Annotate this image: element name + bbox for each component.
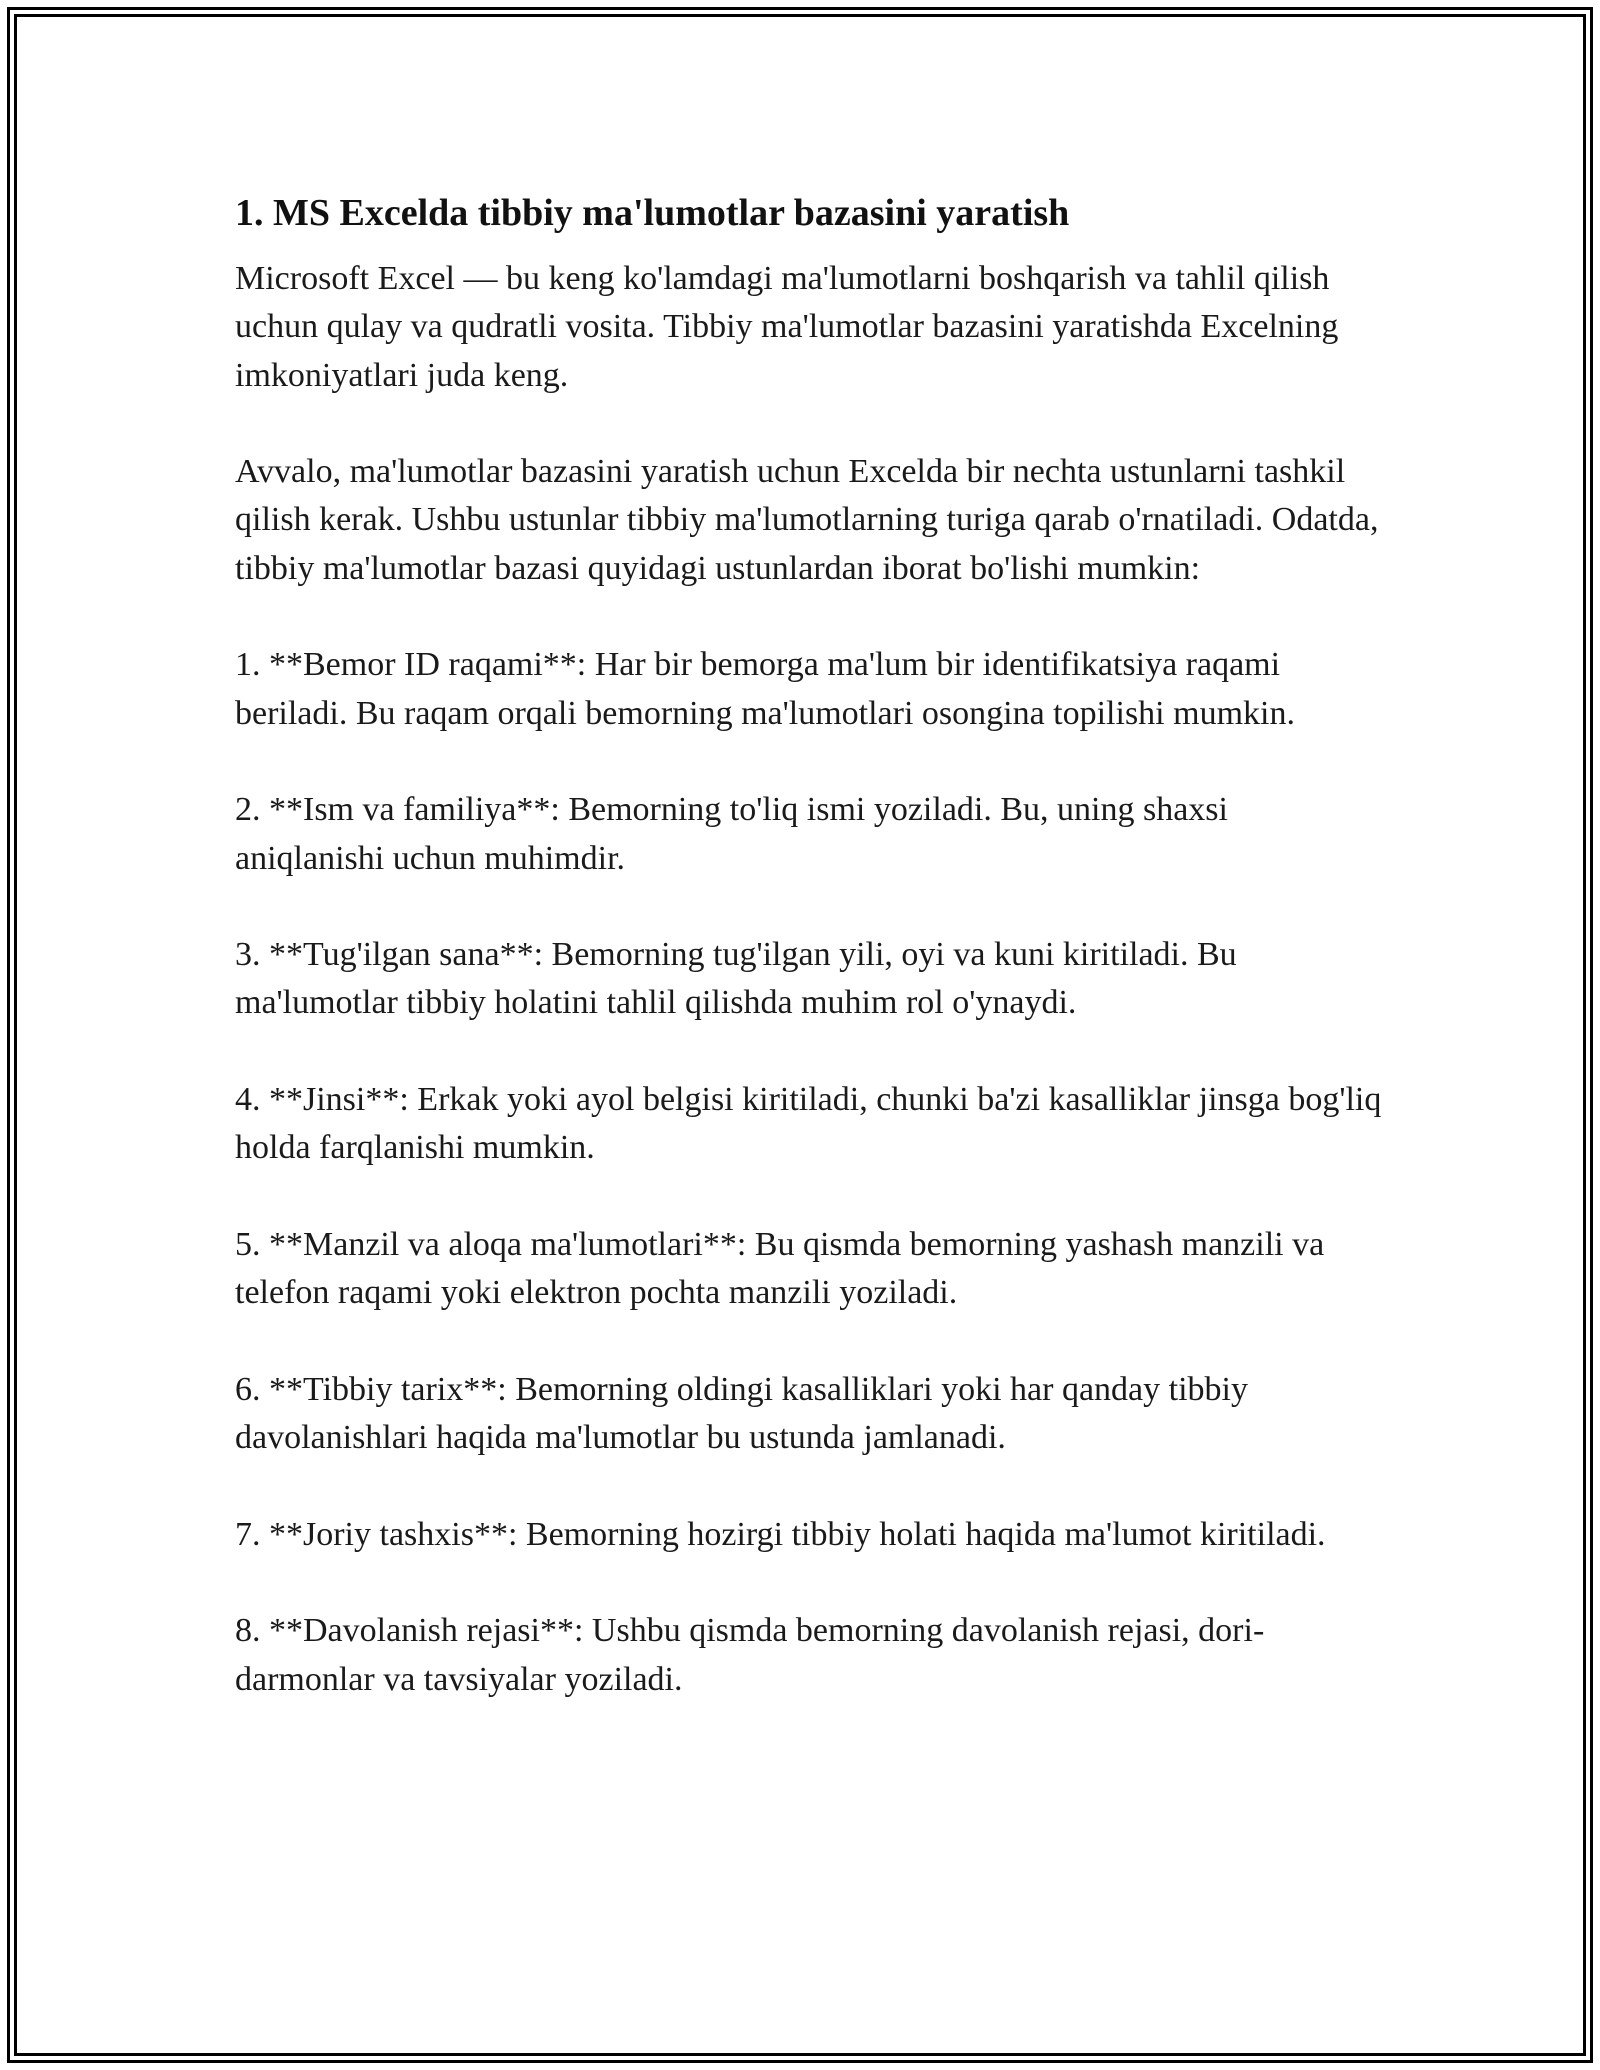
document-body bbox=[235, 183, 1385, 1752]
list-item-address-contact: 5. **Manzil va aloqa ma'lumotlari**: Bu qismda bemorning yashash manzili va telefon raqami yoki elektron pochta manzili yoziladi. bbox=[235, 1225, 1325, 1312]
list-item-treatment-plan: 8. **Davolanish rejasi**: Ushbu qismda bemorning davolanish rejasi, dori-darmonlar va tavsiyalar yoziladi. bbox=[235, 1612, 1265, 1698]
paragraph-intro: Microsoft Excel — bu keng ko'lamdagi ma'lumotlarni boshqarish va tahlil qilish uchun qulay va qudratli vosita. Tibbiy ma'lumotlar bazasini yaratishda Excelning imkoniyatlari juda keng. bbox=[235, 260, 1339, 394]
paragraph-columns-overview: Avvalo, ma'lumotlar bazasini yaratish uchun Excelda bir nechta ustunlarni tashkil qilish kerak. Ushbu ustunlar tibbiy ma'lumotlarning turiga qarab o'rnatiladi. Odatda, tibbiy ma'lumotlar bazasi quyidagi ustunlardan iborat bo'lishi mumkin: bbox=[235, 453, 1379, 587]
list-item-medical-history: 6. **Tibbiy tarix**: Bemorning oldingi kasalliklari yoki har qanday tibbiy davolanishlari haqida ma'lumotlar bu ustunda jamlanadi. bbox=[235, 1370, 1248, 1457]
list-item-birth-date: 3. **Tug'ilgan sana**: Bemorning tug'ilgan yili, oyi va kuni kiritiladi. Bu ma'lumotlar tibbiy holatini tahlil qilishda muhim rol o'ynaydi. bbox=[235, 936, 1237, 1022]
list-item-patient-id: 1. **Bemor ID raqami**: Har bir bemorga ma'lum bir identifikatsiya raqami beriladi. Bu raqam orqali bemorning ma'lumotlari osongina topilishi mumkin. bbox=[235, 646, 1295, 732]
list-item-full-name: 2. **Ism va familiya**: Bemorning to'liq ismi yoziladi. Bu, uning shaxsi aniqlanishi uchun muhimdir. bbox=[235, 791, 1228, 877]
list-item-gender: 4. **Jinsi**: Erkak yoki ayol belgisi kiritiladi, chunki ba'zi kasalliklar jinsga bog'liq holda farqlanishi mumkin. bbox=[235, 1081, 1382, 1167]
list-item-current-diagnosis: 7. **Joriy tashxis**: Bemorning hozirgi tibbiy holati haqida ma'lumot kiritiladi. bbox=[235, 1515, 1326, 1553]
document-title: 1. MS Excelda tibbiy ma'lumotlar bazasini yaratish bbox=[235, 192, 1070, 234]
